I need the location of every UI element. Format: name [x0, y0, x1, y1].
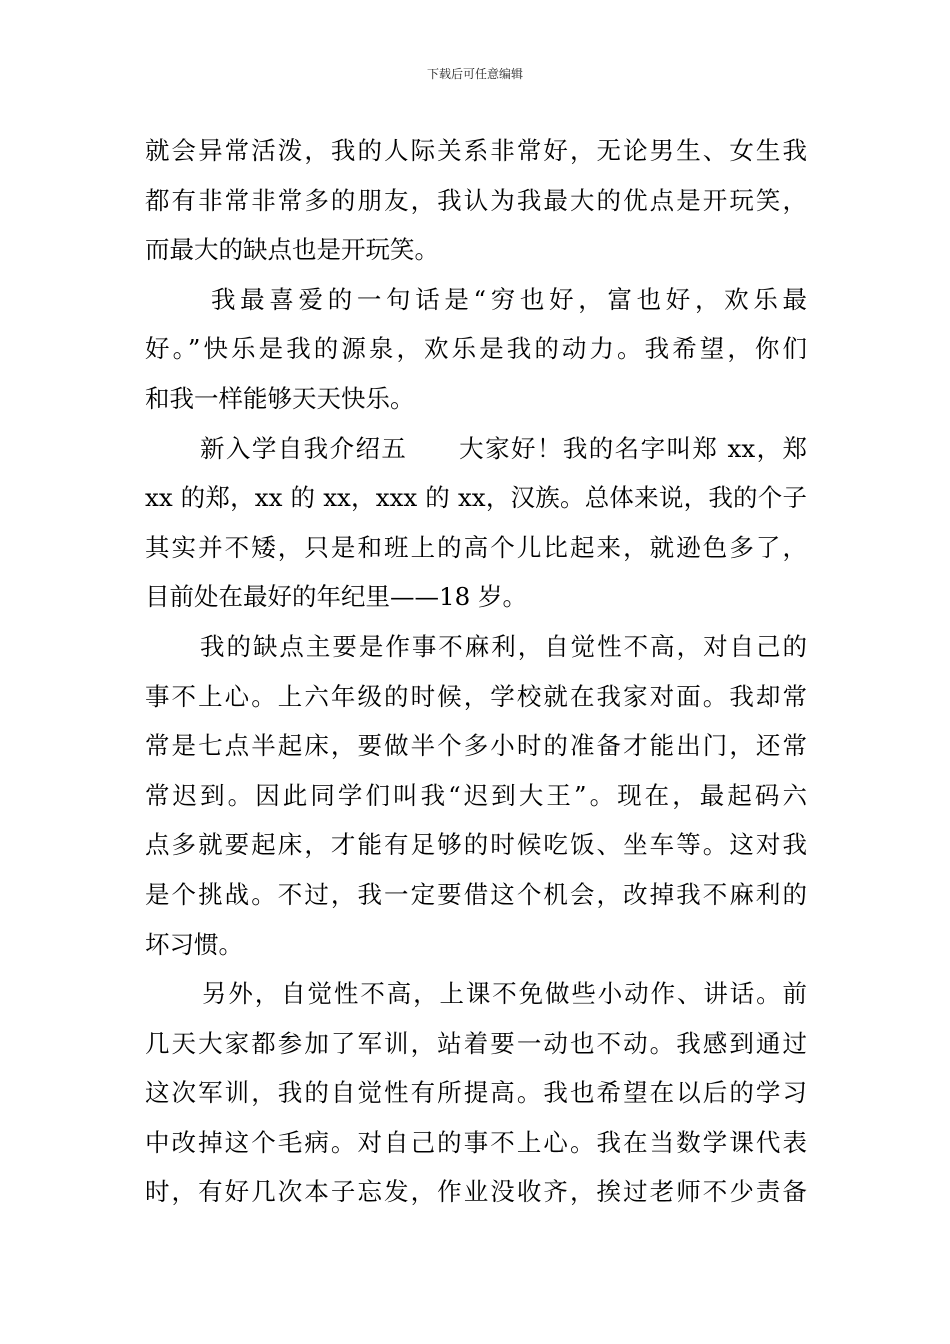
text-line: 常迟到。因此同学们叫我“迟到大王”。现在，最起码六 [145, 780, 807, 810]
paragraph-first-line: 新入学自我介绍五 大家好！我的名字叫郑 xx，郑 [200, 433, 807, 463]
text-line: 事不上心。上六年级的时候，学校就在我家对面。我却常 [145, 681, 807, 711]
text-line: xx 的郑，xx 的 xx，xxx 的 xx，汉族。总体来说，我的个子 [145, 483, 807, 513]
text-line: 是个挑战。不过，我一定要借这个机会，改掉我不麻利的 [145, 879, 807, 909]
text-line: 几天大家都参加了军训，站着要一动也不动。我感到通过 [145, 1028, 807, 1058]
text-line: 中改掉这个毛病。对自己的事不上心。我在当数学课代表 [145, 1127, 807, 1157]
text-line: 就会异常活泼，我的人际关系非常好，无论男生、女生我 [145, 136, 807, 165]
paragraph-first-line: 我的缺点主要是作事不麻利，自觉性不高，对自己的 [200, 631, 807, 661]
text-line: 目前处在最好的年纪里——18 岁。 [145, 582, 527, 612]
paragraph-first-line: 另外，自觉性不高，上课不免做些小动作、讲话。前 [202, 979, 807, 1009]
paragraph-first-line: 我最喜爱的一句话是“穷也好，富也好，欢乐最 [211, 284, 807, 314]
page-header: 下载后可任意编辑 [426, 67, 523, 81]
text-line: 时，有好几次本子忘发，作业没收齐，挨过老师不少责备 [145, 1177, 807, 1207]
text-line: 其实并不矮，只是和班上的高个儿比起来，就逊色多了， [145, 532, 807, 562]
text-line: 和我一样能够天天快乐。 [145, 383, 415, 413]
text-line: 而最大的缺点也是开玩笑。 [145, 235, 439, 265]
text-line: 点多就要起床，才能有足够的时候吃饭、坐车等。这对我 [145, 830, 807, 860]
text-line: 都有非常非常多的朋友，我认为我最大的优点是开玩笑， [145, 185, 807, 215]
text-line: 这次军训，我的自觉性有所提高。我也希望在以后的学习 [145, 1078, 807, 1108]
document-body [145, 126, 807, 1217]
text-line: 好。”快乐是我的源泉，欢乐是我的动力。我希望，你们 [145, 334, 807, 364]
text-line: 坏习惯。 [145, 929, 243, 959]
text-line: 常是七点半起床，要做半个多小时的准备才能出门，还常 [145, 731, 807, 761]
